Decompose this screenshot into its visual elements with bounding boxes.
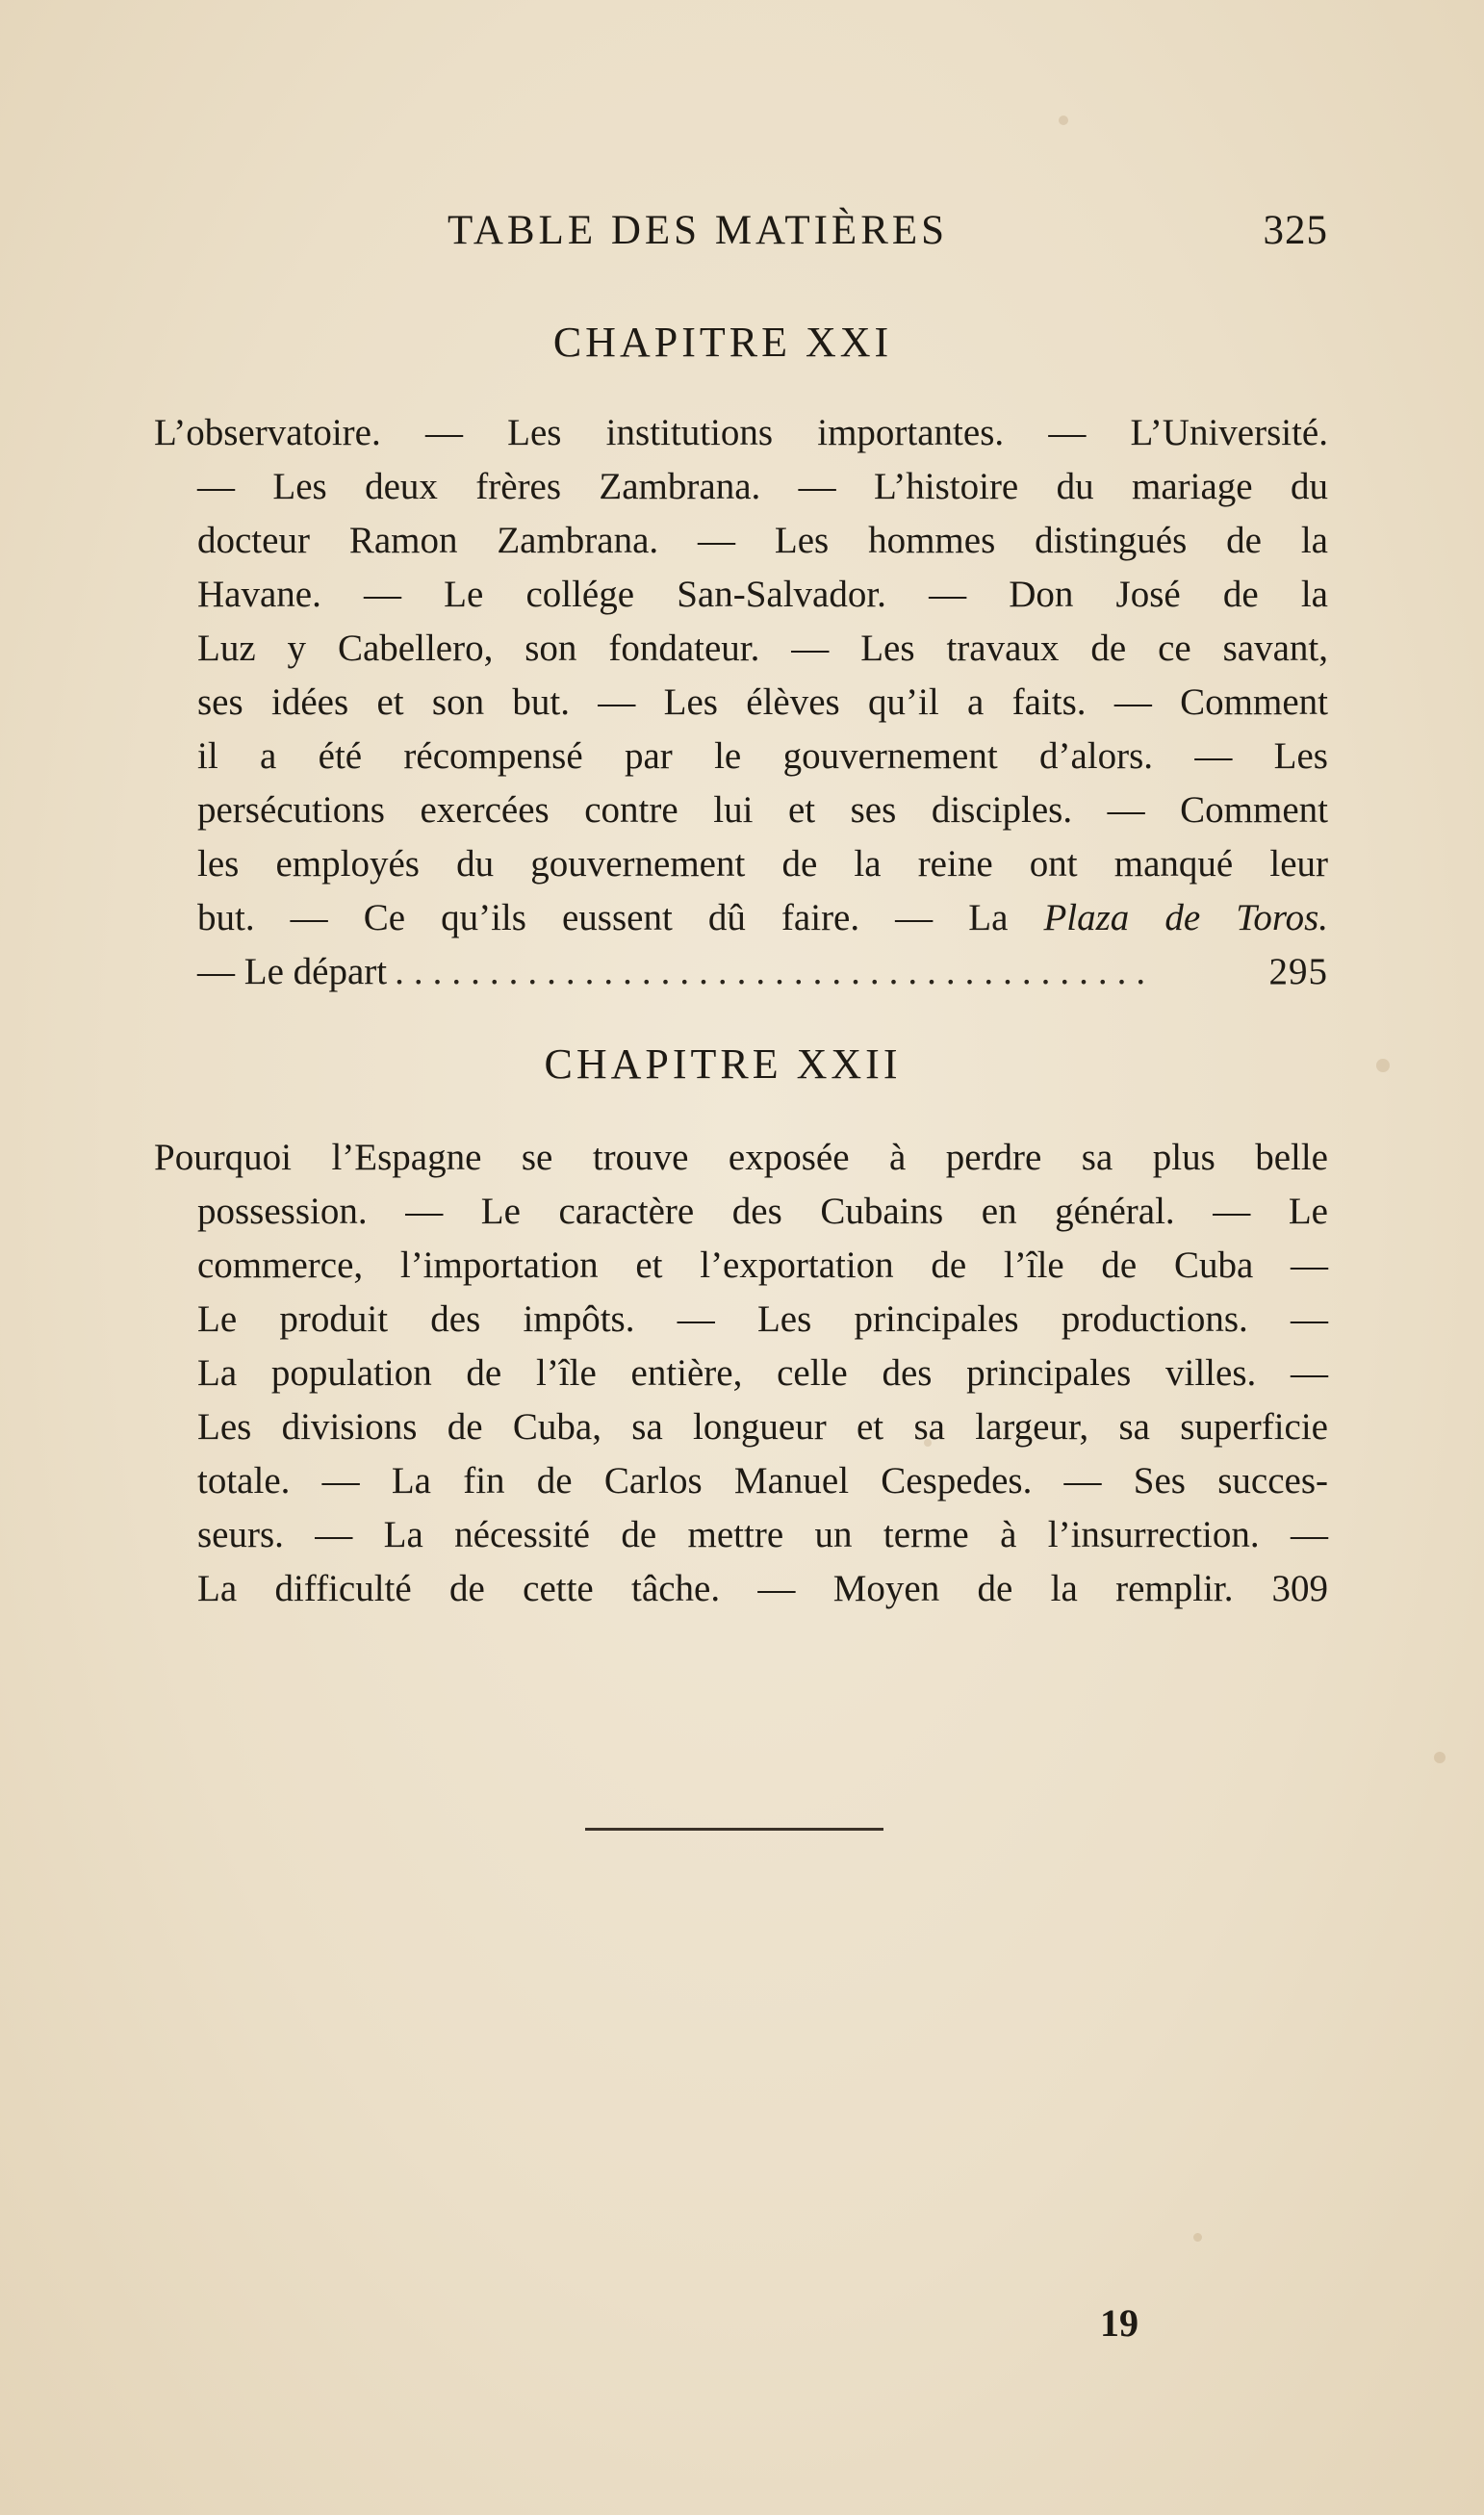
summary-line: il a été récompensé par le gouvernement d’alors. — Les [197,735,1328,777]
chapter-page-ref: 309 [1271,1568,1328,1609]
summary-line: totale. — La fin de Carlos Manuel Cespedes. — Ses succes- [197,1460,1328,1501]
summary-line: Pourquoi l’Espagne se trouve exposée à perdre sa plus belle [154,1137,1328,1178]
foxing-spot [1059,115,1068,125]
summary-line-text: but. — Ce qu’ils eussent dû faire. — La [197,897,1009,938]
summary-line: persécutions exercées contre lui et ses disciples. — Comment [197,789,1328,831]
running-head [192,207,1328,265]
summary-line: docteur Ramon Zambrana. — Les hommes distingués de la [197,520,1328,561]
page-number: 325 [1263,208,1328,253]
summary-line: L’observatoire. — Les institutions importantes. — L’Université. [154,412,1328,453]
dot-leader: ........................................ [395,951,1156,992]
summary-last-line [154,1562,1328,1616]
summary-line: Les divisions de Cuba, sa longueur et sa largeur, sa superficie [197,1406,1328,1448]
summary-line: Havane. — Le collége San-Salvador. — Don José de la [197,574,1328,615]
chapter-page-ref: 295 [1268,951,1328,992]
chapter-heading-22: CHAPITRE XXII [544,1040,902,1088]
summary-last-line [154,945,1328,999]
summary-line: ses idées et son but. — Les élèves qu’il a faits. — Comment [197,681,1328,723]
foxing-spot [1193,2233,1202,2242]
summary-line: Luz y Cabellero, son fondateur. — Les travaux de ce savant, [197,628,1328,669]
summary-line: La population de l’île entière, celle des principales villes. — [197,1352,1328,1394]
italic-title: Plaza de Toros. [1043,897,1329,938]
summary-line: possession. — Le caractère des Cubains en général. — Le [197,1191,1328,1232]
summary-line: — Les deux frères Zambrana. — L’histoire du mariage du [197,466,1328,507]
foxing-spot [1434,1752,1446,1763]
summary-line: les employés du gouvernement de la reine ont manqué leur [197,843,1328,885]
summary-line: commerce, l’importation et l’exportation de l’île de Cuba — [197,1245,1328,1286]
summary-line [154,891,1328,945]
summary-line: seurs. — La nécessité de mettre un terme à l’insurrection. — [197,1514,1328,1555]
end-rule [585,1828,883,1831]
running-title: TABLE DES MATIÈRES [448,208,949,253]
summary-line: Le produit des impôts. — Les principales productions. — [197,1298,1328,1340]
chapter-heading-21: CHAPITRE XXI [552,319,893,366]
signature-mark: 19 [1100,2301,1139,2345]
summary-line-text: La difficulté de cette tâche. — Moyen de la remplir. [197,1568,1234,1609]
chapter-22-summary [154,1131,1328,1616]
summary-line-text: — Le départ [197,951,388,992]
chapter-21-summary [154,406,1328,999]
